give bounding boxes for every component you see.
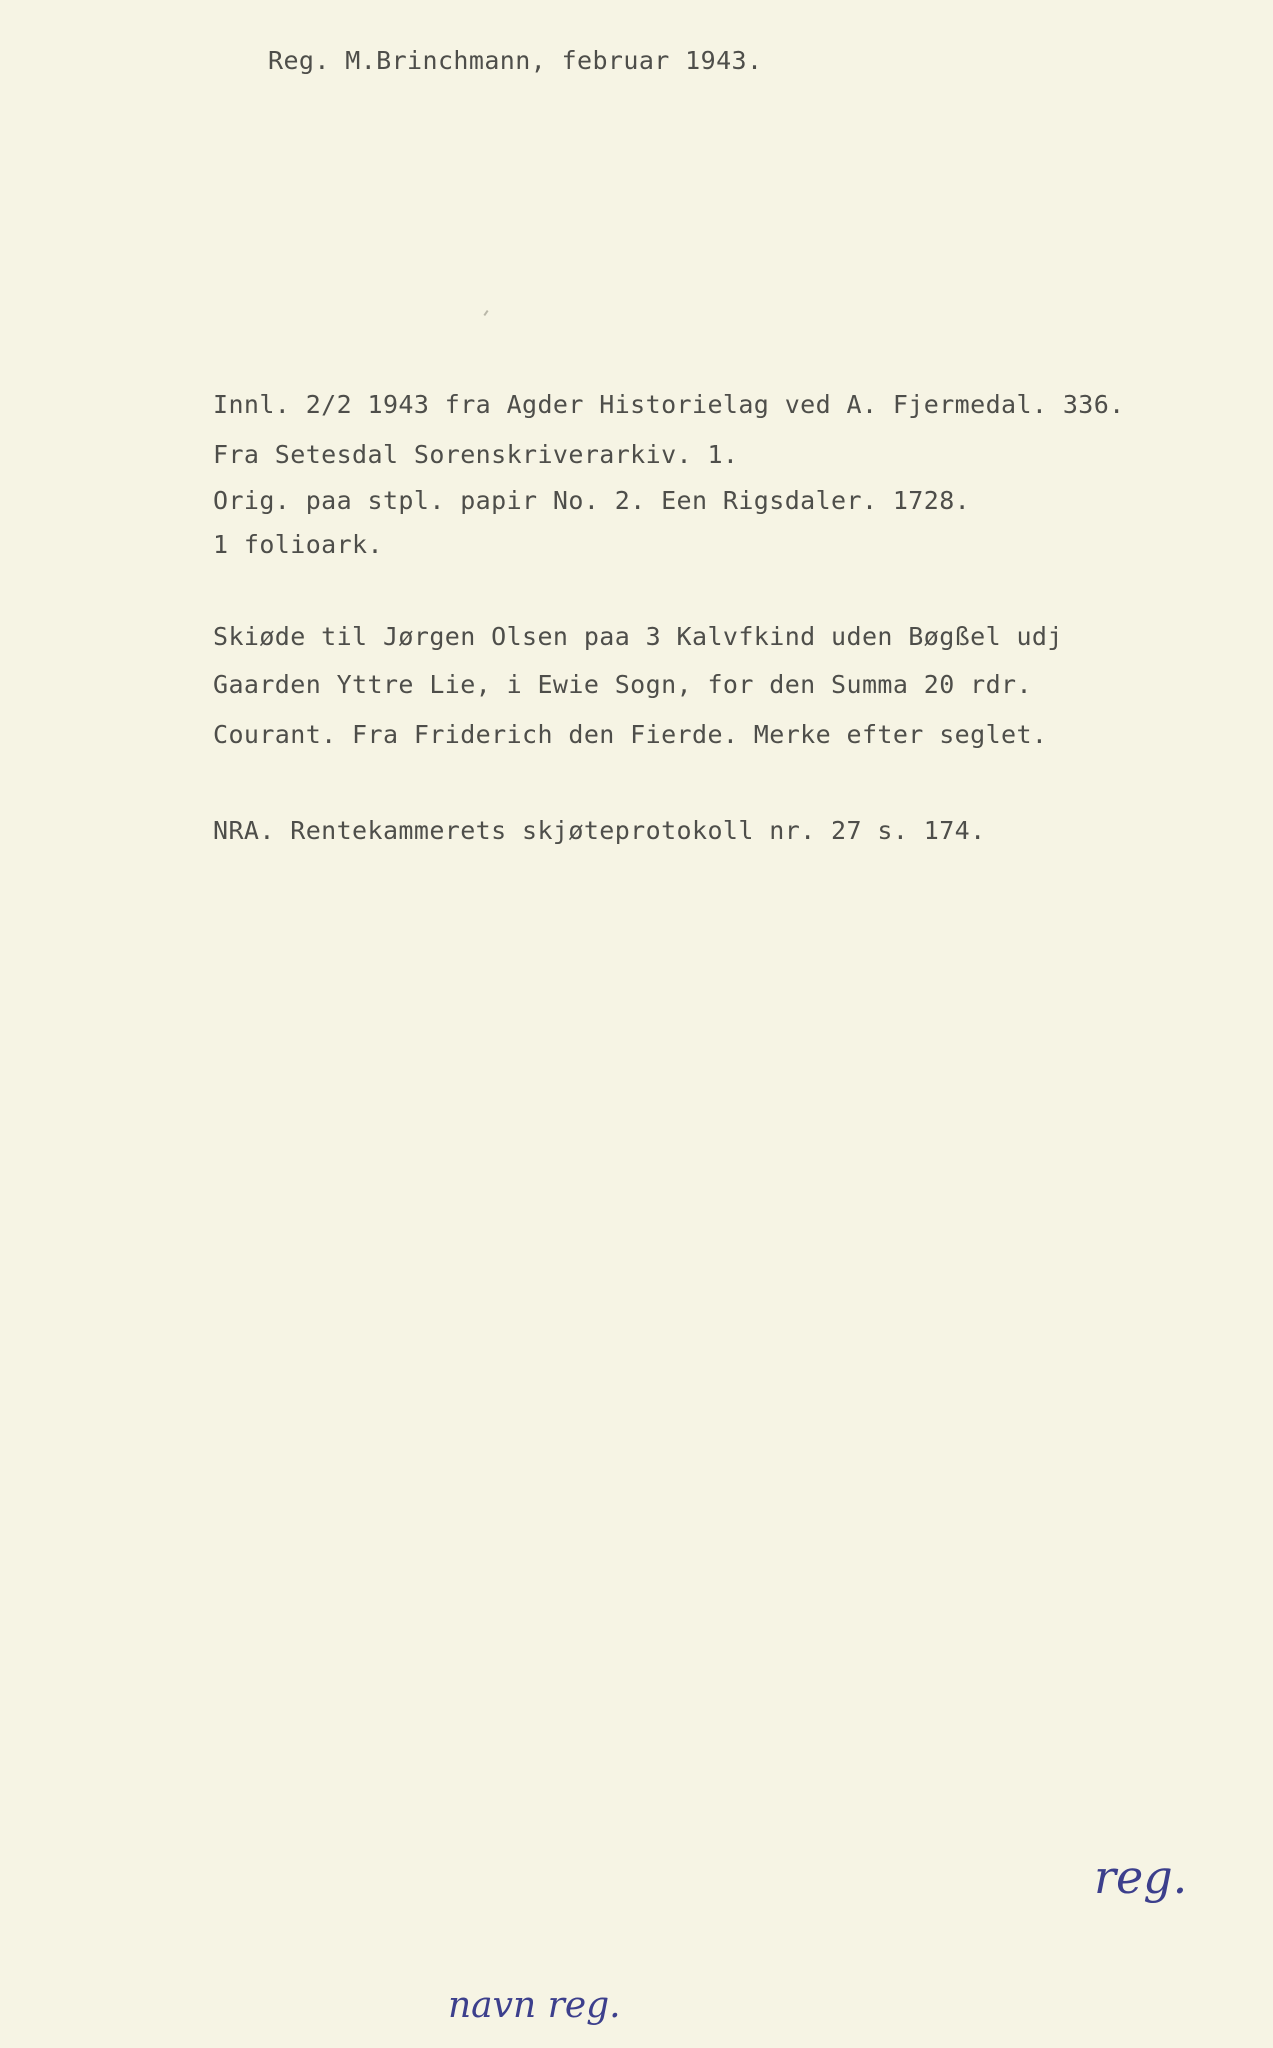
handwritten-bottom-note: navn reg. [448, 1985, 621, 2026]
stray-mark [483, 310, 488, 316]
registration-line: Reg. M.Brinchmann, februar 1943. [268, 46, 763, 75]
record-line: Innl. 2/2 1943 fra Agder Historielag ved A. Fjermedal. 336. [213, 390, 1125, 419]
archive-reference: NRA. Rentekammerets skjøteprotokoll nr. 27 s. 174. [213, 816, 986, 845]
record-line: Fra Setesdal Sorenskriverarkiv. 1. [213, 440, 739, 469]
handwritten-reg-mark: reg. [1094, 1850, 1188, 1904]
record-line: 1 folioark. [213, 530, 383, 559]
record-line: Orig. paa stpl. papir No. 2. Een Rigsdaler. 1728. [213, 486, 971, 515]
summary-line: Gaarden Yttre Lie, i Ewie Sogn, for den Summa 20 rdr. [213, 670, 1032, 699]
summary-line: Courant. Fra Friderich den Fierde. Merke efter seglet. [213, 720, 1048, 749]
summary-line: Skiøde til Jørgen Olsen paa 3 Kalvfkind uden Bøgßel udj [213, 622, 1063, 651]
